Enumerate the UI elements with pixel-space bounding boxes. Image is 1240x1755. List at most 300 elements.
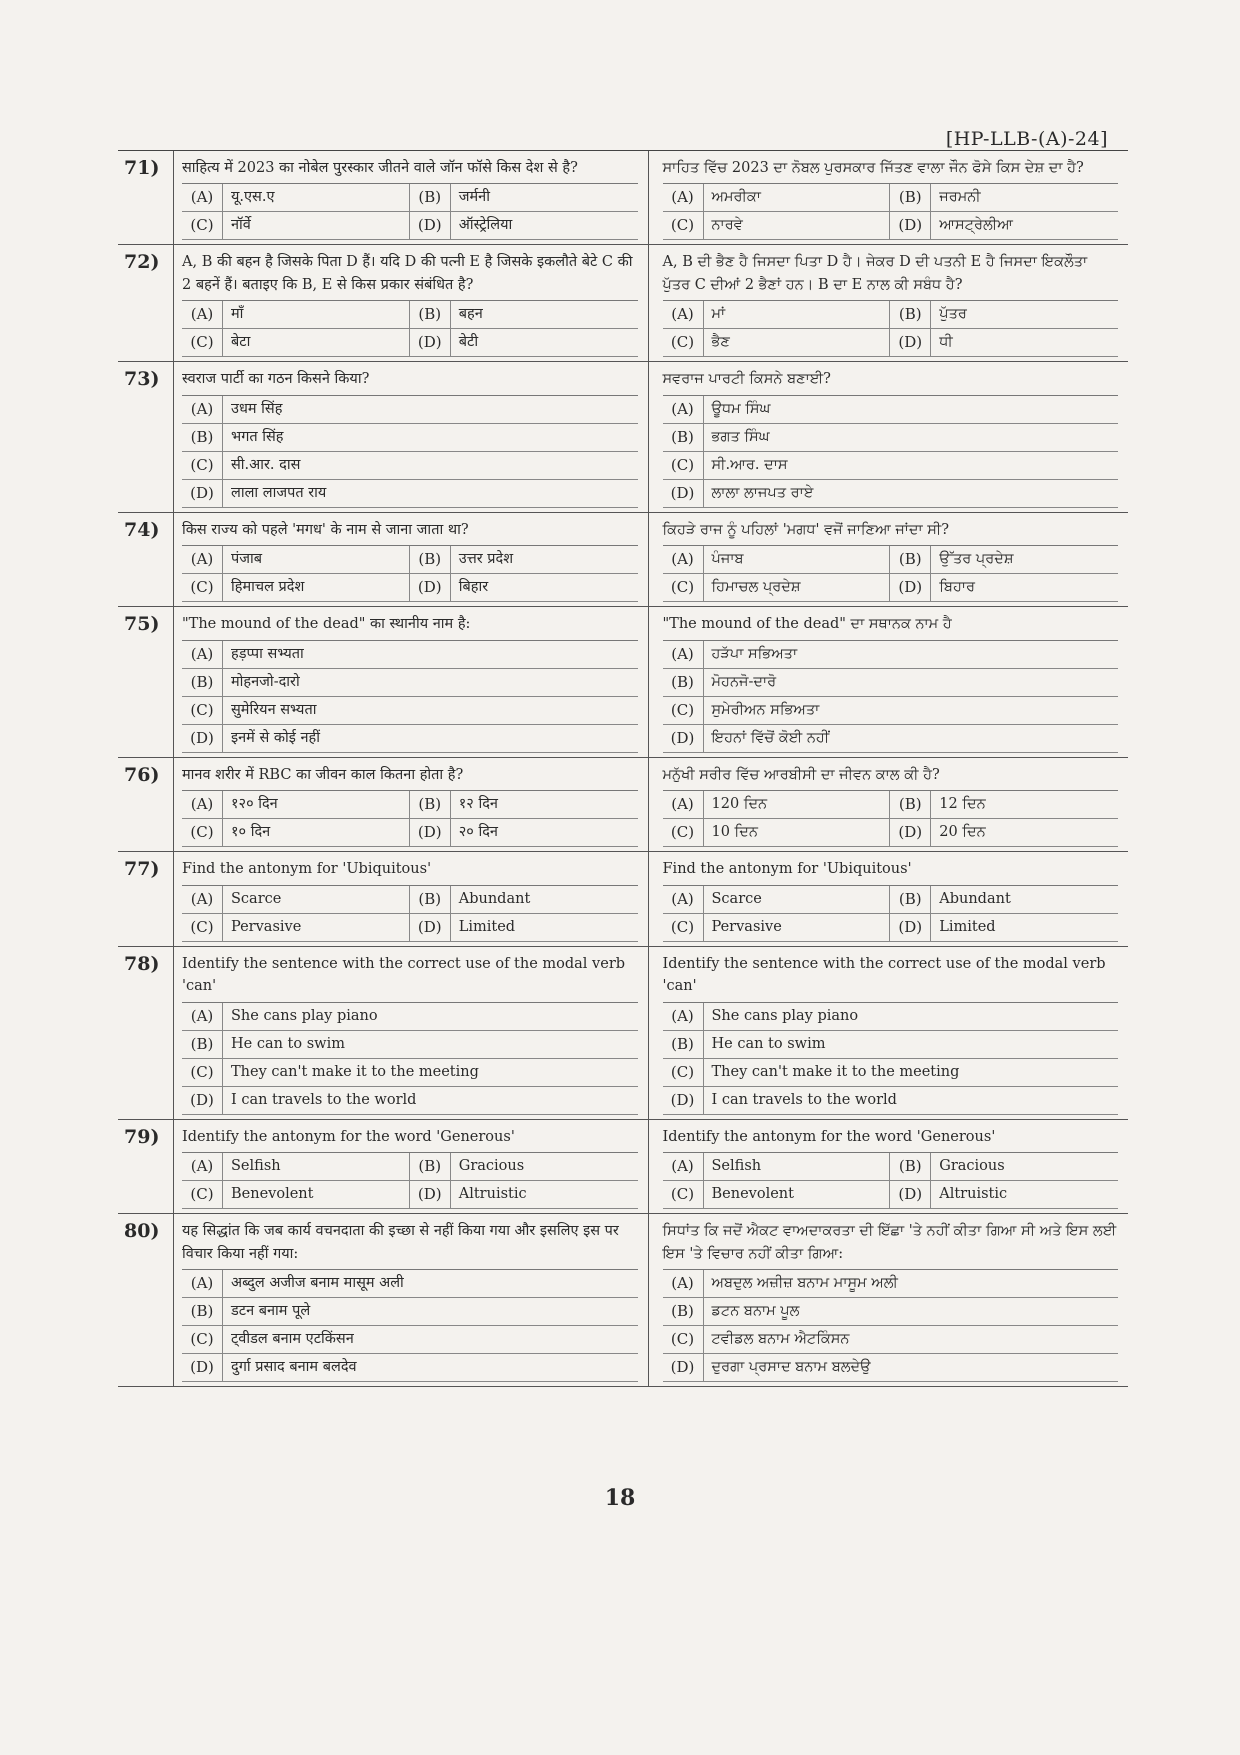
- question-text: मानव शरीर में RBC का जीवन काल कितना होता है?: [182, 766, 464, 783]
- answer-option: [663, 1298, 1119, 1326]
- option-list: [663, 395, 1119, 508]
- option-label: (B): [663, 669, 704, 696]
- punjabi-column: [649, 513, 1129, 606]
- question-text: साहित्य में 2023 का नोबेल पुरस्कार जीतने वाले जॉन फॉसे किस देश से है?: [182, 160, 578, 176]
- question-text: Identify the antonym for the word 'Generous': [662, 1128, 996, 1145]
- option-text: Gracious: [458, 1158, 525, 1175]
- option-label: (C): [663, 1326, 704, 1353]
- punjabi-column: [649, 1120, 1129, 1213]
- answer-option: [182, 424, 638, 452]
- option-label: (B): [890, 1153, 931, 1180]
- option-label: (D): [410, 914, 451, 941]
- option-text: माँ: [231, 306, 244, 323]
- question-number: 79): [118, 1120, 174, 1213]
- question-text: "The mound of the dead" का स्थानीय नाम है:: [182, 616, 471, 633]
- option-label: (A): [663, 1153, 704, 1180]
- answer-option: [182, 1270, 638, 1298]
- option-label: (A): [182, 1003, 223, 1030]
- option-text: लाला लाजपत राय: [231, 484, 327, 501]
- question-text: स्वराज पार्टी का गठन किसने किया?: [182, 371, 370, 388]
- option-label: (C): [663, 212, 704, 239]
- option-text: मोहनजो-दारो: [231, 673, 300, 690]
- option-text: बहन: [458, 306, 483, 323]
- answer-option: [182, 212, 410, 240]
- option-text: ਟਵੀਡਲ ਬਨਾਮ ਐਟਕਿੰਸਨ: [711, 1331, 850, 1348]
- option-text: ਹਿਮਾਚਲ ਪ੍ਰਦੇਸ਼: [711, 579, 801, 596]
- answer-option: [182, 329, 410, 357]
- question-row: [118, 758, 1128, 852]
- answer-option: [410, 301, 638, 329]
- answer-option: [182, 1031, 638, 1059]
- question-text: ਸਵਰਾਜ ਪਾਰਟੀ ਕਿਸਨੇ ਬਣਾਈ?: [662, 371, 831, 388]
- hindi-column: [174, 947, 649, 1119]
- question-row: [118, 852, 1128, 946]
- option-text: ऑस्ट्रेलिया: [458, 217, 513, 234]
- option-label: (A): [182, 791, 223, 818]
- option-label: (B): [410, 1153, 451, 1180]
- option-text: जर्मनी: [458, 189, 490, 206]
- option-list: [182, 885, 638, 942]
- question-number: 74): [118, 513, 174, 606]
- question-row: [118, 1214, 1128, 1387]
- question-number: 71): [118, 151, 174, 244]
- answer-option: [410, 184, 638, 212]
- option-label: (C): [182, 1181, 223, 1208]
- question-text: ਸਿਧਾਂਤ ਕਿ ਜਦੋਂ ਐਕਟ ਵਾਅਦਾਕਰਤਾ ਦੀ ਇੱਛਾ 'ਤੇ ਨਹੀਂ ਕੀਤਾ ਗਿਆ ਸੀ ਅਤੇ ਇਸ ਲਈ ਇਸ 'ਤੇ ਵਿਚਾਰ ਨਹੀਂ ਕੀਤਾ ਗਿਆ:: [662, 1223, 1117, 1262]
- hindi-column: [174, 758, 649, 851]
- option-label: (C): [663, 819, 704, 846]
- option-label: (C): [663, 329, 704, 356]
- question-text: Identify the sentence with the correct use of the modal verb 'can': [182, 955, 626, 995]
- question-text: यह सिद्धांत कि जब कार्य वचनदाता की इच्छा से नहीं किया गया और इसलिए इस पर विचार किया नहीं गया:: [182, 1223, 619, 1262]
- answer-option: [890, 791, 1118, 819]
- answer-option: [890, 329, 1118, 357]
- option-label: (B): [890, 886, 931, 913]
- option-label: (C): [663, 574, 704, 601]
- answer-option: [182, 1153, 410, 1181]
- answer-option: [663, 669, 1119, 697]
- option-text: हड़प्पा सभ्यता: [231, 645, 304, 662]
- option-list: [663, 300, 1119, 357]
- answer-option: [890, 1181, 1118, 1209]
- option-label: (B): [182, 669, 223, 696]
- question-number: 72): [118, 245, 174, 361]
- question-text: Identify the antonym for the word 'Generous': [182, 1128, 515, 1145]
- option-text: Limited: [458, 918, 516, 935]
- answer-option: [182, 725, 638, 753]
- option-list: [663, 1269, 1119, 1382]
- option-label: (C): [182, 212, 223, 239]
- option-list: [663, 790, 1119, 847]
- option-label: (B): [410, 886, 451, 913]
- option-list: [663, 885, 1119, 942]
- option-label: (C): [663, 697, 704, 724]
- option-label: (C): [182, 1326, 223, 1353]
- option-text: इनमें से कोई नहीं: [231, 729, 320, 746]
- option-text: ਡਟਨ ਬਨਾਮ ਪੂਲ: [711, 1303, 800, 1320]
- answer-option: [182, 574, 410, 602]
- question-number: 76): [118, 758, 174, 851]
- option-label: (B): [410, 791, 451, 818]
- option-label: (C): [182, 329, 223, 356]
- answer-option: [182, 546, 410, 574]
- option-label: (D): [663, 1354, 704, 1381]
- option-text: Selfish: [231, 1158, 281, 1175]
- punjabi-column: [649, 947, 1129, 1119]
- answer-option: [410, 914, 638, 942]
- answer-option: [663, 914, 891, 942]
- question-text: ਮਨੁੱਖੀ ਸਰੀਰ ਵਿੱਚ ਆਰਬੀਸੀ ਦਾ ਜੀਵਨ ਕਾਲ ਕੀ ਹੈ?: [662, 766, 940, 783]
- option-text: He can to swim: [231, 1035, 345, 1052]
- page-number: 18: [604, 1485, 636, 1511]
- punjabi-column: [649, 245, 1129, 361]
- option-text: Selfish: [711, 1158, 762, 1175]
- option-text: पंजाब: [231, 551, 263, 568]
- option-label: (A): [182, 1270, 223, 1297]
- option-label: (B): [182, 1298, 223, 1325]
- option-label: (C): [663, 914, 704, 941]
- option-text: ਉੱਤਰ ਪ੍ਰਦੇਸ਼: [939, 551, 1014, 568]
- answer-option: [890, 886, 1118, 914]
- answer-option: [890, 184, 1118, 212]
- answer-option: [182, 1326, 638, 1354]
- option-label: (D): [663, 1087, 704, 1114]
- option-list: [182, 1269, 638, 1382]
- option-text: उधम सिंह: [231, 400, 283, 417]
- option-label: (A): [663, 1003, 704, 1030]
- option-text: ਸੁਮੇਰੀਅਨ ਸਭਿਅਤਾ: [711, 701, 820, 718]
- hindi-column: [174, 151, 649, 244]
- option-label: (D): [890, 574, 931, 601]
- option-label: (C): [182, 574, 223, 601]
- answer-option: [182, 819, 410, 847]
- option-label: (C): [663, 452, 704, 479]
- option-label: (A): [182, 886, 223, 913]
- answer-option: [410, 886, 638, 914]
- option-label: (B): [663, 424, 704, 451]
- option-label: (D): [182, 725, 223, 752]
- option-text: २० दिन: [458, 824, 498, 841]
- option-label: (B): [890, 546, 931, 573]
- answer-option: [663, 184, 891, 212]
- answer-option: [663, 725, 1119, 753]
- option-text: Benevolent: [231, 1186, 314, 1203]
- option-text: सी.आर. दास: [231, 456, 301, 473]
- option-label: (A): [663, 546, 704, 573]
- option-text: ਲਾਲਾ ਲਾਜਪਤ ਰਾਏ: [711, 484, 814, 501]
- option-text: Gracious: [939, 1158, 1005, 1175]
- option-label: (C): [182, 697, 223, 724]
- option-list: [182, 545, 638, 602]
- punjabi-column: [649, 758, 1129, 851]
- option-text: ਦੁਰਗਾ ਪ੍ਰਸਾਦ ਬਨਾਮ ਬਲਦੇਉ: [711, 1359, 871, 1376]
- answer-option: [410, 212, 638, 240]
- question-text: A, B ਦੀ ਭੈਣ ਹੈ ਜਿਸਦਾ ਪਿਤਾ D ਹੈ। ਜੇਕਰ D ਦੀ ਪਤਨੀ E ਹੈ ਜਿਸਦਾ ਇਕਲੌਤਾ ਪੁੱਤਰ C ਦੀਆਂ 2 ਭੈਣਾਂ ਹਨ। B ਦਾ E ਨਾਲ ਕੀ ਸਬੰਧ ਹੈ?: [662, 254, 1088, 293]
- option-text: ਊਧਮ ਸਿੰਘ: [711, 400, 771, 417]
- option-label: (A): [182, 184, 223, 211]
- answer-option: [182, 184, 410, 212]
- option-label: (C): [182, 819, 223, 846]
- option-label: (D): [890, 329, 931, 356]
- option-label: (C): [663, 1059, 704, 1086]
- option-text: ਹੜੱਪਾ ਸਭਿਅਤਾ: [711, 645, 798, 662]
- option-text: ਜਰਮਨੀ: [939, 189, 981, 206]
- hindi-column: [174, 1214, 649, 1386]
- answer-option: [410, 329, 638, 357]
- option-label: (C): [182, 914, 223, 941]
- answer-option: [182, 301, 410, 329]
- option-label: (A): [182, 301, 223, 328]
- question-row: [118, 607, 1128, 757]
- hindi-column: [174, 245, 649, 361]
- option-text: भगत सिंह: [231, 428, 284, 445]
- option-text: She cans play piano: [711, 1007, 859, 1024]
- option-text: ਆਸਟ੍ਰੇਲੀਆ: [939, 217, 1013, 234]
- answer-option: [663, 697, 1119, 725]
- option-label: (D): [663, 725, 704, 752]
- hindi-column: [174, 513, 649, 606]
- option-text: ਧੀ: [939, 334, 953, 351]
- hindi-column: [174, 607, 649, 756]
- option-list: [182, 395, 638, 508]
- option-list: [182, 1002, 638, 1115]
- option-text: 20 ਦਿਨ: [939, 824, 986, 841]
- answer-option: [890, 1153, 1118, 1181]
- answer-option: [182, 914, 410, 942]
- option-text: दुर्गा प्रसाद बनाम बलदेव: [231, 1359, 357, 1376]
- option-label: (A): [663, 791, 704, 818]
- option-text: सुमेरियन सभ्यता: [231, 701, 317, 718]
- question-number: 77): [118, 852, 174, 945]
- answer-option: [663, 1354, 1119, 1382]
- hindi-column: [174, 1120, 649, 1213]
- option-text: ਇਹਨਾਂ ਵਿੱਚੋਂ ਕੋਈ ਨਹੀਂ: [711, 729, 830, 746]
- option-text: 12 ਦਿਨ: [939, 796, 986, 813]
- option-text: ਨਾਰਵੇ: [711, 217, 743, 234]
- option-label: (D): [182, 1087, 223, 1114]
- answer-option: [663, 886, 891, 914]
- answer-option: [182, 669, 638, 697]
- question-text: Find the antonym for 'Ubiquitous': [182, 861, 432, 878]
- option-text: Pervasive: [711, 918, 782, 935]
- question-row: [118, 947, 1128, 1120]
- option-text: डटन बनाम पूले: [231, 1303, 311, 1320]
- option-list: [663, 1002, 1119, 1115]
- option-label: (D): [410, 1181, 451, 1208]
- option-label: (D): [410, 212, 451, 239]
- option-text: Scarce: [711, 890, 762, 907]
- option-text: ਮਾਂ: [711, 306, 726, 323]
- option-text: They can't make it to the meeting: [711, 1063, 960, 1080]
- question-number: 75): [118, 607, 174, 756]
- option-text: ਬਿਹਾਰ: [939, 579, 976, 596]
- answer-option: [663, 452, 1119, 480]
- option-text: १२ दिन: [458, 796, 498, 813]
- option-label: (B): [410, 301, 451, 328]
- option-text: ਭੈਣ: [711, 334, 730, 351]
- option-text: They can't make it to the meeting: [231, 1063, 479, 1080]
- question-number: 73): [118, 362, 174, 511]
- option-text: ਭਗਤ ਸਿੰਘ: [711, 428, 770, 445]
- option-text: नॉर्वे: [231, 217, 251, 234]
- option-label: (B): [890, 184, 931, 211]
- option-label: (D): [182, 1354, 223, 1381]
- option-text: He can to swim: [711, 1035, 826, 1052]
- answer-option: [663, 819, 891, 847]
- option-text: ਅਮਰੀਕਾ: [711, 189, 761, 206]
- option-label: (A): [182, 546, 223, 573]
- answer-option: [890, 819, 1118, 847]
- option-label: (D): [890, 914, 931, 941]
- option-label: (A): [182, 641, 223, 668]
- option-text: बेटा: [231, 334, 251, 351]
- question-row: [118, 513, 1128, 607]
- option-list: [663, 640, 1119, 753]
- answer-option: [663, 1181, 891, 1209]
- answer-option: [182, 480, 638, 508]
- option-label: (A): [182, 1153, 223, 1180]
- question-text: "The mound of the dead" ਦਾ ਸਥਾਨਕ ਨਾਮ ਹੈ: [662, 616, 952, 633]
- option-list: [182, 790, 638, 847]
- option-text: Benevolent: [711, 1186, 794, 1203]
- option-list: [663, 545, 1119, 602]
- option-text: हिमाचल प्रदेश: [231, 579, 305, 596]
- answer-option: [182, 1003, 638, 1031]
- answer-option: [663, 1087, 1119, 1115]
- answer-option: [410, 819, 638, 847]
- answer-option: [663, 301, 891, 329]
- option-text: Limited: [939, 918, 996, 935]
- answer-option: [663, 396, 1119, 424]
- answer-option: [890, 574, 1118, 602]
- option-text: बेटी: [458, 334, 479, 351]
- option-text: Abundant: [458, 890, 531, 907]
- answer-option: [182, 452, 638, 480]
- answer-option: [890, 301, 1118, 329]
- option-list: [663, 1152, 1119, 1209]
- option-text: ट्वीडल बनाम एटकिंसन: [231, 1331, 354, 1348]
- punjabi-column: [649, 607, 1129, 756]
- option-label: (C): [182, 1059, 223, 1086]
- answer-option: [182, 641, 638, 669]
- option-text: Altruistic: [939, 1186, 1008, 1203]
- option-text: १२० दिन: [231, 796, 278, 813]
- option-text: १० दिन: [231, 824, 271, 841]
- question-text: ਸਾਹਿਤ ਵਿੱਚ 2023 ਦਾ ਨੋਬਲ ਪੁਰਸਕਾਰ ਜਿੱਤਣ ਵਾਲਾ ਜੌਨ ਫੋਸੇ ਕਿਸ ਦੇਸ਼ ਦਾ ਹੈ?: [662, 160, 1084, 176]
- answer-option: [663, 1031, 1119, 1059]
- question-text: A, B की बहन है जिसके पिता D हैं। यदि D की पत्नी E है जिसके इकलौते बेटे C की 2 बहनें हैं। बताइए कि B, E से किस प्रकार संबंधित है?: [182, 254, 633, 293]
- option-label: (D): [182, 480, 223, 507]
- punjabi-column: [649, 151, 1129, 244]
- option-label: (D): [663, 480, 704, 507]
- option-label: (D): [890, 1181, 931, 1208]
- option-text: Abundant: [939, 890, 1011, 907]
- answer-option: [890, 914, 1118, 942]
- option-list: [182, 640, 638, 753]
- answer-option: [182, 1087, 638, 1115]
- answer-option: [182, 1059, 638, 1087]
- punjabi-column: [649, 852, 1129, 945]
- option-text: ਅਬਦੁਲ ਅਜ਼ੀਜ਼ ਬਨਾਮ ਮਾਸੂਮ ਅਲੀ: [711, 1275, 898, 1292]
- question-number: 80): [118, 1214, 174, 1386]
- answer-option: [410, 546, 638, 574]
- option-label: (C): [663, 1181, 704, 1208]
- answer-option: [182, 1354, 638, 1382]
- answer-option: [182, 1298, 638, 1326]
- option-list: [182, 1152, 638, 1209]
- option-label: (A): [663, 641, 704, 668]
- answer-option: [663, 1059, 1119, 1087]
- answer-option: [663, 546, 891, 574]
- option-list: [182, 183, 638, 240]
- answer-option: [663, 641, 1119, 669]
- answer-option: [663, 212, 891, 240]
- question-row: [118, 245, 1128, 362]
- option-label: (A): [663, 184, 704, 211]
- option-label: (B): [890, 791, 931, 818]
- option-label: (B): [182, 1031, 223, 1058]
- option-list: [663, 183, 1119, 240]
- option-label: (B): [182, 424, 223, 451]
- answer-option: [663, 1003, 1119, 1031]
- option-label: (B): [890, 301, 931, 328]
- option-label: (A): [663, 396, 704, 423]
- answer-option: [663, 480, 1119, 508]
- option-label: (D): [410, 329, 451, 356]
- hindi-column: [174, 852, 649, 945]
- punjabi-column: [649, 1214, 1129, 1386]
- option-label: (A): [663, 1270, 704, 1297]
- answer-option: [890, 212, 1118, 240]
- answer-option: [663, 1270, 1119, 1298]
- option-label: (B): [663, 1031, 704, 1058]
- option-label: (D): [890, 212, 931, 239]
- question-row: [118, 362, 1128, 512]
- punjabi-column: [649, 362, 1129, 511]
- option-text: ਮੋਹਨਜੋ-ਦਾਰੋ: [711, 673, 777, 690]
- answer-option: [410, 1153, 638, 1181]
- option-text: I can travels to the world: [711, 1091, 897, 1108]
- option-text: ਪੰਜਾਬ: [711, 551, 744, 568]
- answer-option: [182, 886, 410, 914]
- option-label: (B): [410, 184, 451, 211]
- option-text: ਸੀ.ਆਰ. ਦਾਸ: [711, 456, 788, 473]
- option-text: Pervasive: [231, 918, 302, 935]
- option-label: (A): [663, 886, 704, 913]
- answer-option: [410, 574, 638, 602]
- option-label: (A): [663, 301, 704, 328]
- option-label: (A): [182, 396, 223, 423]
- option-label: (D): [410, 819, 451, 846]
- answer-option: [182, 396, 638, 424]
- option-label: (B): [663, 1298, 704, 1325]
- answer-option: [663, 329, 891, 357]
- option-text: 120 ਦਿਨ: [711, 796, 768, 813]
- question-row: [118, 1120, 1128, 1214]
- option-text: She cans play piano: [231, 1007, 378, 1024]
- answer-option: [663, 424, 1119, 452]
- question-text: Identify the sentence with the correct use of the modal verb 'can': [662, 955, 1106, 995]
- paper-code: [HP-LLB-(A)-24]: [945, 128, 1108, 150]
- option-text: Altruistic: [458, 1186, 527, 1203]
- question-text: किस राज्य को पहले 'मगध' के नाम से जाना जाता था?: [182, 521, 469, 538]
- option-list: [182, 300, 638, 357]
- question-number: 78): [118, 947, 174, 1119]
- answer-option: [663, 1326, 1119, 1354]
- option-text: I can travels to the world: [231, 1091, 417, 1108]
- option-label: (C): [182, 452, 223, 479]
- option-text: 10 ਦਿਨ: [711, 824, 758, 841]
